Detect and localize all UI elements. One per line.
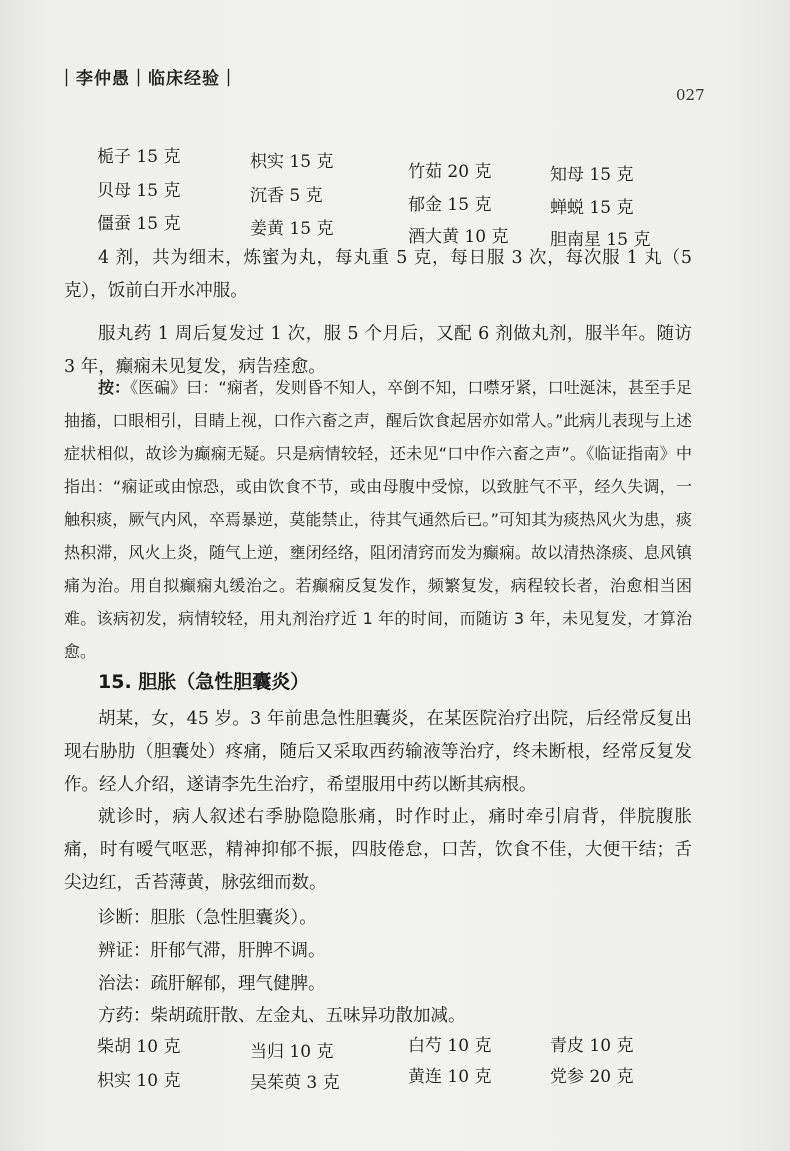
- follow-up-paragraph: 服丸药 1 周后复发过 1 次，服 5 个月后，又配 6 剂做丸剂，服半年。随访 3 年，癫痫未见复发，病告痊愈。: [64, 324, 692, 377]
- case-paragraph: 胡某，女，45 岁。3 年前患急性胆囊炎，在某医院治疗出院，后经常反复出现右胁肋（胆囊处）疼痛，随后又采取西药输液等治疗，终未断根，经常反复发作。经人介绍，遂请李先生治疗，希望服用中药以断其病根。: [64, 709, 692, 795]
- commentary-label: 按：: [98, 378, 131, 397]
- symptom-paragraph: 就诊时，病人叙述右季胁隐隐胀痛，时作时止，痛时牵引肩背，伴脘腹胀痛，时有嗳气呕恶，精神抑郁不振，四肢倦怠，口苦，饮食不佳，大便干结；舌尖边红，舌苔薄黄，脉弦细而数。: [64, 807, 692, 893]
- herb-item: 白芍 10 克: [408, 1036, 492, 1056]
- running-header: ｜李仲愚｜临床经验｜: [58, 69, 238, 89]
- syndrome-line: 辨证：肝郁气滞，肝脾不调。: [98, 941, 326, 961]
- herb-item: 当归 10 克: [250, 1042, 334, 1062]
- herb-item: 青皮 10 克: [550, 1036, 634, 1056]
- herb-item: 党参 20 克: [550, 1067, 634, 1087]
- herb-item: 栀子 15 克: [97, 147, 181, 167]
- herb-item: 姜黄 15 克: [250, 219, 334, 239]
- herb-item: 沉香 5 克: [250, 186, 323, 206]
- herb-item: 柴胡 10 克: [97, 1037, 181, 1057]
- herb-item: 吴茱萸 3 克: [250, 1073, 340, 1093]
- herb-item: 胆南星 15 克: [550, 230, 651, 250]
- herb-item: 郁金 15 克: [408, 195, 492, 215]
- prescription-line: 方药：柴胡疏肝散、左金丸、五味异功散加减。: [98, 1006, 466, 1026]
- dosage-paragraph: 4 剂，共为细末，炼蜜为丸，每丸重 5 克，每日服 3 次，每次服 1 丸（5 克），饭前白开水冲服。: [64, 248, 692, 301]
- herb-item: 僵蚕 15 克: [97, 214, 181, 234]
- herb-item: 酒大黄 10 克: [408, 227, 509, 247]
- commentary-paragraph: [64, 371, 692, 668]
- page-number: 027: [676, 86, 705, 104]
- commentary-text: 《医碥》曰：“痫者，发则昏不知人，卒倒不知，口噤牙紧，口吐涎沫，甚至手足抽搐，口眼相引，目睛上视，口作六畜之声，醒后饮食起居亦如常人。”此病儿表现与上述症状相似，故诊为癫痫无疑。只是病情较轻，还未见“口中作六畜之声”。《临证指南》中指出：“痫证或由惊恐，或由饮食不节，或由母腹中受惊，以致脏气不平，经久失调，一触积痰，厥气内风，卒焉暴逆，莫能禁止，待其气通然后已。”可知其为痰热风火为患，痰热积滞，风火上炎，随气上逆，壅闭经络，阻闭清窍而发为癫痫。故以清热涤痰、息风镇痛为治。用自拟癫痫丸缓治之。若癫痫反复发作，频繁复发，病程较长者，治愈相当困难。该病初发，病情较轻，用丸剂治疗近 1 年的时间，而随访 3 年，未见复发，才算治愈。: [64, 378, 692, 661]
- herb-item: 知母 15 克: [550, 165, 634, 185]
- herb-item: 枳实 10 克: [97, 1071, 181, 1091]
- herb-item: 贝母 15 克: [97, 181, 181, 201]
- herb-item: 竹茹 20 克: [408, 162, 492, 182]
- herb-item: 枳实 15 克: [250, 152, 334, 172]
- treatment-line: 治法：疏肝解郁，理气健脾。: [98, 974, 326, 994]
- herb-item: 黄连 10 克: [408, 1067, 492, 1087]
- diagnosis-line: 诊断：胆胀（急性胆囊炎）。: [98, 908, 317, 928]
- section-title: 15. 胆胀（急性胆囊炎）: [98, 671, 310, 693]
- herb-item: 蝉蜕 15 克: [550, 198, 634, 218]
